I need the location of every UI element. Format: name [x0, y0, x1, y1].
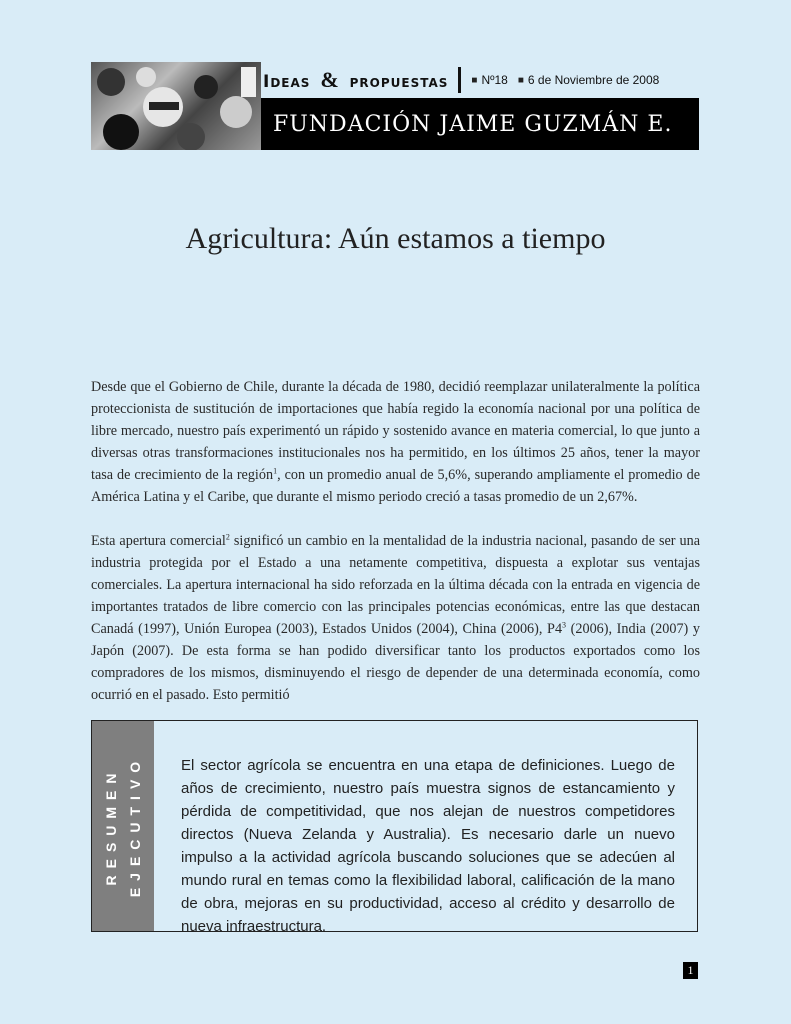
body-text [91, 376, 700, 728]
summary-tab-line2: EJECUTIVO [127, 754, 143, 898]
series-suffix: propuestas [349, 72, 449, 92]
separator-bar [458, 67, 461, 93]
series-line [263, 62, 699, 98]
series-ampersand: & [320, 67, 340, 92]
masthead [91, 62, 699, 150]
summary-tab-label [99, 755, 147, 897]
issue-date: 6 de Noviembre de 2008 [527, 73, 660, 87]
summary-text: El sector agrícola se encuentra en una etapa de definiciones. Luego de años de crecimiento, nuestro país muestra signos de estancamiento y pérdida de competitividad, que nos alejan de nuestros competidores directos (Nueva Zelanda y Australia). Es necesario darle un nuevo impulso a la actividad agrícola buscando soluciones que se adecúen al mundo rural en temas como la flexibilidad laboral, calificación de la mano de obra, mejoras en su productividad, acceso al crédito y desarrollo de nueva infraestructura. [181, 757, 675, 935]
paragraph-2 [91, 530, 700, 706]
paragraph-1-text-b: , con un promedio anual de 5,6%, superando ampliamente el promedio de América Latina y el Caribe, que durante el mismo periodo creció a tasas promedio de un 2,67%. [91, 467, 700, 505]
paragraph-2-text-b: significó un cambio en la mentalidad de la industria nacional, pasando de ser una industria protegida por el Estado a una netamente competitiva, dispuesta a explotar sus ventajas comerciales. La apertura internacional ha sido reforzada en la última década con la entrada en vigencia de importantes tratados de libre comercio con las principales potencias económicas, entre las que destacan Canadá (1997), Unión Europea (2003), Estados Unidos (2004), China (2006), P4 [91, 533, 700, 637]
organization-bar [261, 98, 699, 150]
header-photo [91, 62, 261, 150]
paragraph-2-text-a: Esta apertura comercial [91, 533, 226, 549]
summary-tab-line1: RESUMEN [103, 766, 119, 886]
organization-name: FUNDACIÓN JAIME GUZMÁN E. [273, 111, 673, 137]
paragraph-1-text-a: Desde que el Gobierno de Chile, durante la década de 1980, decidió reemplazar unilateralmente la política proteccionista de sustitución de importaciones que había regido la economía nacional por una política de libre mercado, nuestro país experimentó un rápido y sostenido avance en materia comercial, lo que junto a diversas otras transformaciones institucionales nos ha permitido, en los últimos 25 años, tener la mayor tasa de crecimiento de la región [91, 379, 700, 483]
footnote-ref-2: 2 [225, 532, 230, 542]
series-prefix: Ideas [263, 72, 311, 92]
paragraph-1 [91, 376, 700, 508]
bullet-icon: ■ [471, 74, 478, 86]
footnote-ref-3: 3 [562, 620, 567, 630]
executive-summary-box [91, 720, 698, 935]
footnote-ref-1: 1 [273, 466, 278, 476]
paragraph-2-text-c: (2006), India (2007) y Japón (2007). De esta forma se han podido diversificar tanto los productos exportados como los compradores de los mismos, disminuyendo el riesgo de depender de una determinada economía, como ocurrió en el pasado. Esto permitió [91, 621, 700, 703]
summary-tab [92, 721, 154, 931]
issue-number: Nº18 [481, 73, 508, 87]
series-name [263, 67, 448, 93]
document-title: Agricultura: Aún estamos a tiempo [185, 222, 606, 255]
page-number: 1 [683, 962, 698, 979]
bullet-icon: ■ [517, 74, 524, 86]
